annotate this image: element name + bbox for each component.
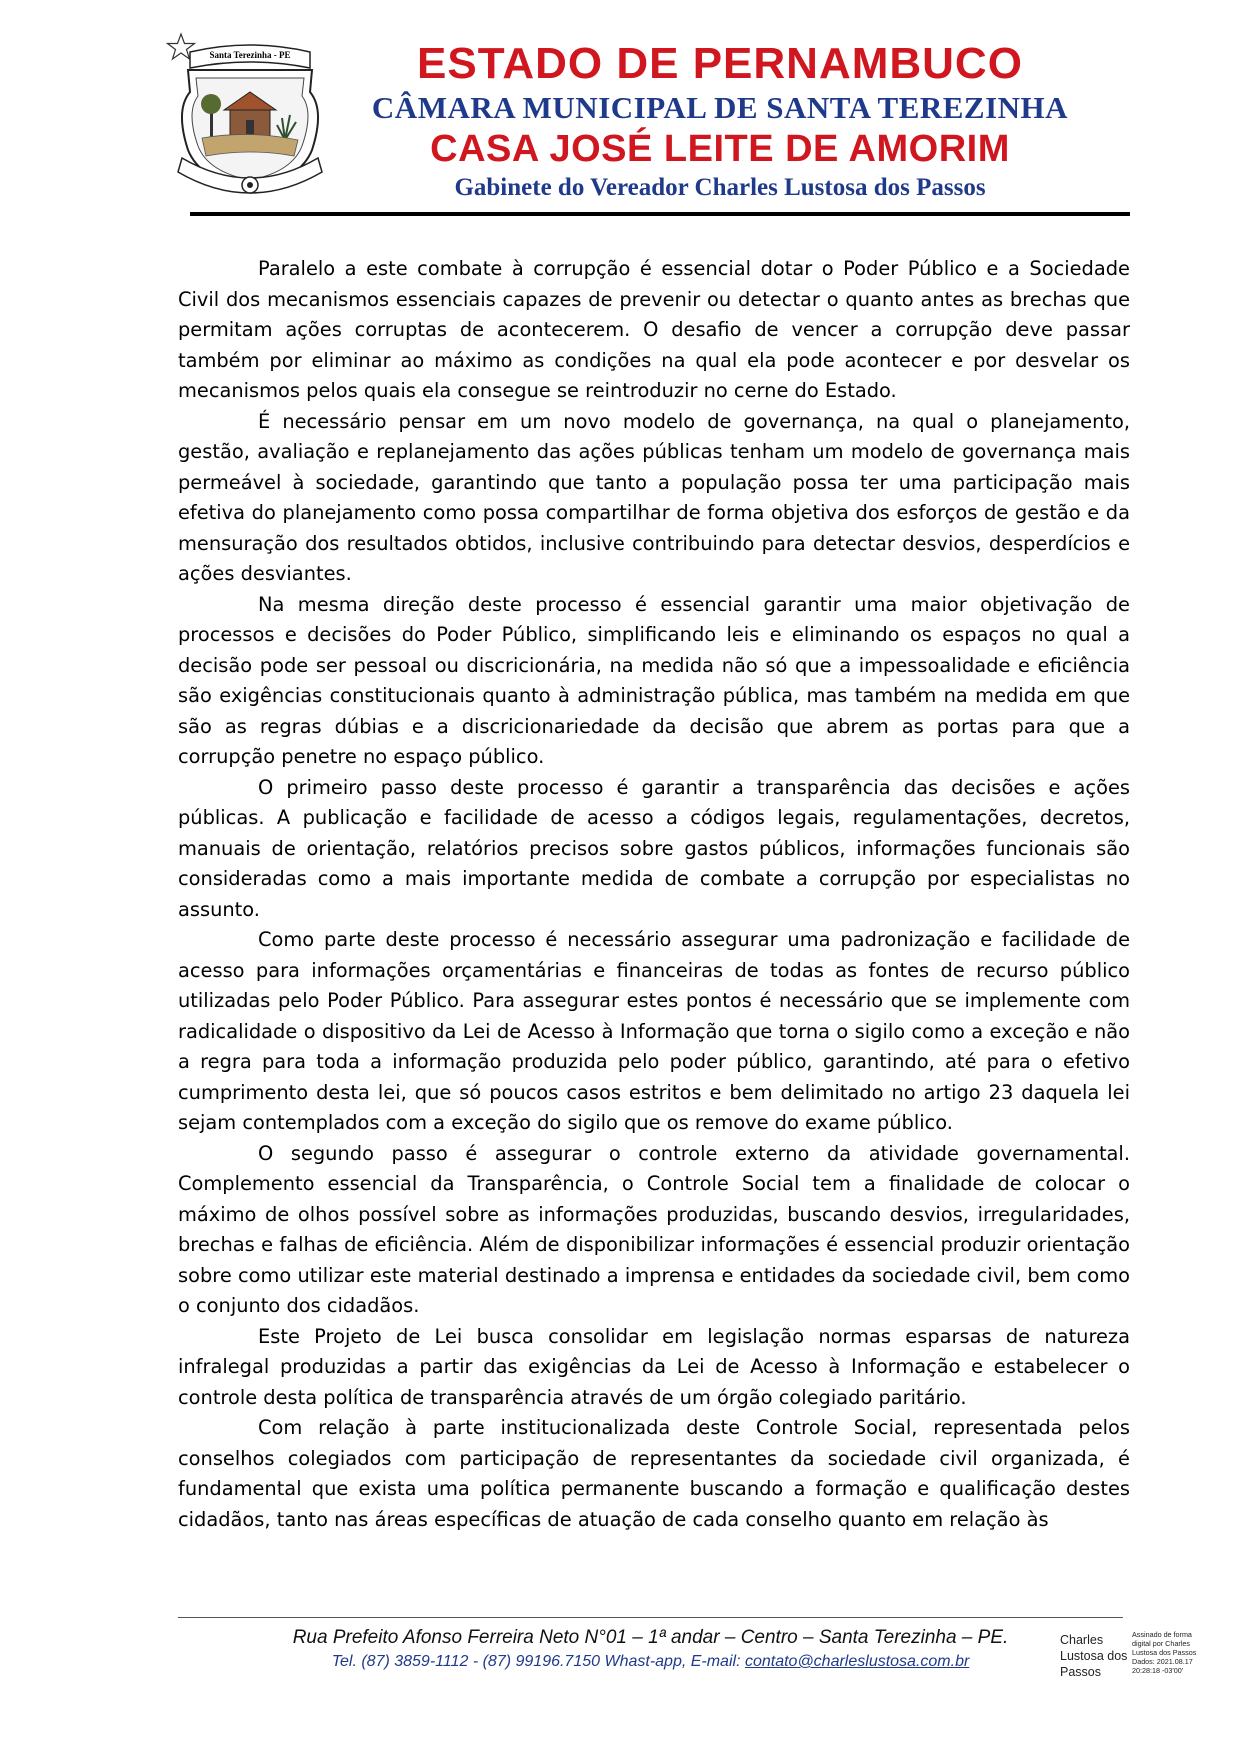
paragraph: É necessário pensar em um novo modelo de governança, na qual o planejamento, gestão, avaliação e replanejamento das ações públicas tenham um modelo de governança mais permeável à sociedade, garantindo que tanto a população possa ter uma participação mais efetiva do planejamento como possa compartilhar de forma objetiva dos esforços de gestão e da mensuração dos resultados obtidos, inclusive contribuindo para detectar desvios, desperdícios e ações desviantes. [178, 409, 1130, 585]
document-body [178, 254, 1130, 1535]
footer [178, 1625, 1123, 1673]
paragraph: O segundo passo é assegurar o controle externo da atividade governamental. Complemento essencial da Transparência, o Controle Social tem a finalidade de colocar o máximo de olhos possível sobre as informações produzidas, buscando desvios, irregularidades, brechas e falhas de eficiência. Além de disponibilizar informações é essencial produzir orientação sobre como utilizar este material destinado a imprensa e entidades da sociedade civil, bem como o conjunto dos cidadãos. [178, 1141, 1130, 1317]
letterhead-titles [310, 28, 1130, 204]
footer-email-link[interactable]: contato@charleslustosa.com.br [744, 1653, 970, 1670]
house-title: CASA JOSÉ LEITE DE AMORIM [430, 128, 1010, 170]
footer-address: Rua Prefeito Afonso Ferreira Neto N°01 – 1ª andar – Centro – Santa Terezinha – PE. [292, 1627, 1009, 1648]
paragraph: Com relação à parte institucionalizada deste Controle Social, representada pelos conselhos colegiados com participação de representantes da sociedade civil organizada, é fundamental que exista uma política permanente buscando a formação e qualificação destes cidadãos, tanto nas áreas específicas de atuação de cada conselho quanto em relação às [178, 1416, 1130, 1531]
header-divider [190, 212, 1130, 216]
footer-phone-text: Tel. (87) 3859-1112 - (87) 99196.7150 Whast-app, E-mail: [331, 1653, 745, 1670]
chamber-title: CÂMARA MUNICIPAL DE SANTA TEREZINHA [371, 90, 1069, 125]
office-subtitle: Gabinete do Vereador Charles Lustosa dos Passos [454, 174, 986, 201]
paragraph: Como parte deste processo é necessário assegurar uma padronização e facilidade de acesso para informações orçamentárias e financeiras de todas as fontes de recurso público utilizadas pelo Poder Público. Para assegurar estes pontos é necessário que se implemente com radicalidade o dispositivo da Lei de Acesso à Informação que torna o sigilo como a exceção e não a regra para toda a informação produzida pelo poder público, garantindo, até para o efetivo cumprimento desta lei, que só poucos casos estritos e bem delimitado no artigo 23 daquela lei sejam contemplados com a exceção do sigilo que os remove do exame público. [178, 928, 1130, 1134]
letterhead [160, 28, 1130, 218]
footer-divider [178, 1617, 1123, 1618]
paragraph: O primeiro passo deste processo é garantir a transparência das decisões e ações públicas. A publicação e facilidade de acesso a códigos legais, regulamentações, decretos, manuais de orientação, relatórios precisos sobre gastos públicos, informações funcionais são consideradas como a mais importante medida de combate a corrupção por especialistas no assunto. [178, 775, 1130, 921]
signature-details: Assinado de forma digital por Charles Lustosa dos Passos Dados: 2021.08.17 20:28:18 -03'00' [1132, 1630, 1197, 1675]
digital-signature-stamp [1060, 1628, 1210, 1698]
logo-banner-text: Santa Terezinha - PE [209, 50, 291, 60]
paragraph: Paralelo a este combate à corrupção é essencial dotar o Poder Público e a Sociedade Civil dos mecanismos essenciais capazes de prevenir ou detectar o quanto antes as brechas que permitam ações corruptas de acontecerem. O desafio de vencer a corrupção deve passar também por eliminar ao máximo as condições na qual ela pode acontecer e por desvelar os mecanismos pelos quais ela consegue se reintroduzir no cerne do Estado. [178, 257, 1130, 402]
footer-contact [178, 1651, 1123, 1673]
state-title: ESTADO DE PERNAMBUCO [417, 39, 1023, 88]
signature-name: Charles Lustosa dos Passos [1060, 1633, 1128, 1679]
paragraph: Na mesma direção deste processo é essencial garantir uma maior objetivação de processos e decisões do Poder Público, simplificando leis e eliminando os espaços no qual a decisão pode ser pessoal ou discricionária, na medida não só que a impessoalidade e eficiência são exigências constitucionais quanto à administração pública, mas também na medida em que são as regras dúbias e a discricionariedade da decisão que abrem as portas para que a corrupção penetre no espaço público. [178, 592, 1130, 768]
paragraph: Este Projeto de Lei busca consolidar em legislação normas esparsas de natureza infralegal produzidas a partir das exigências da Lei de Acesso à Informação e estabelecer o controle desta política de transparência através de um órgão colegiado paritário. [178, 1324, 1130, 1409]
